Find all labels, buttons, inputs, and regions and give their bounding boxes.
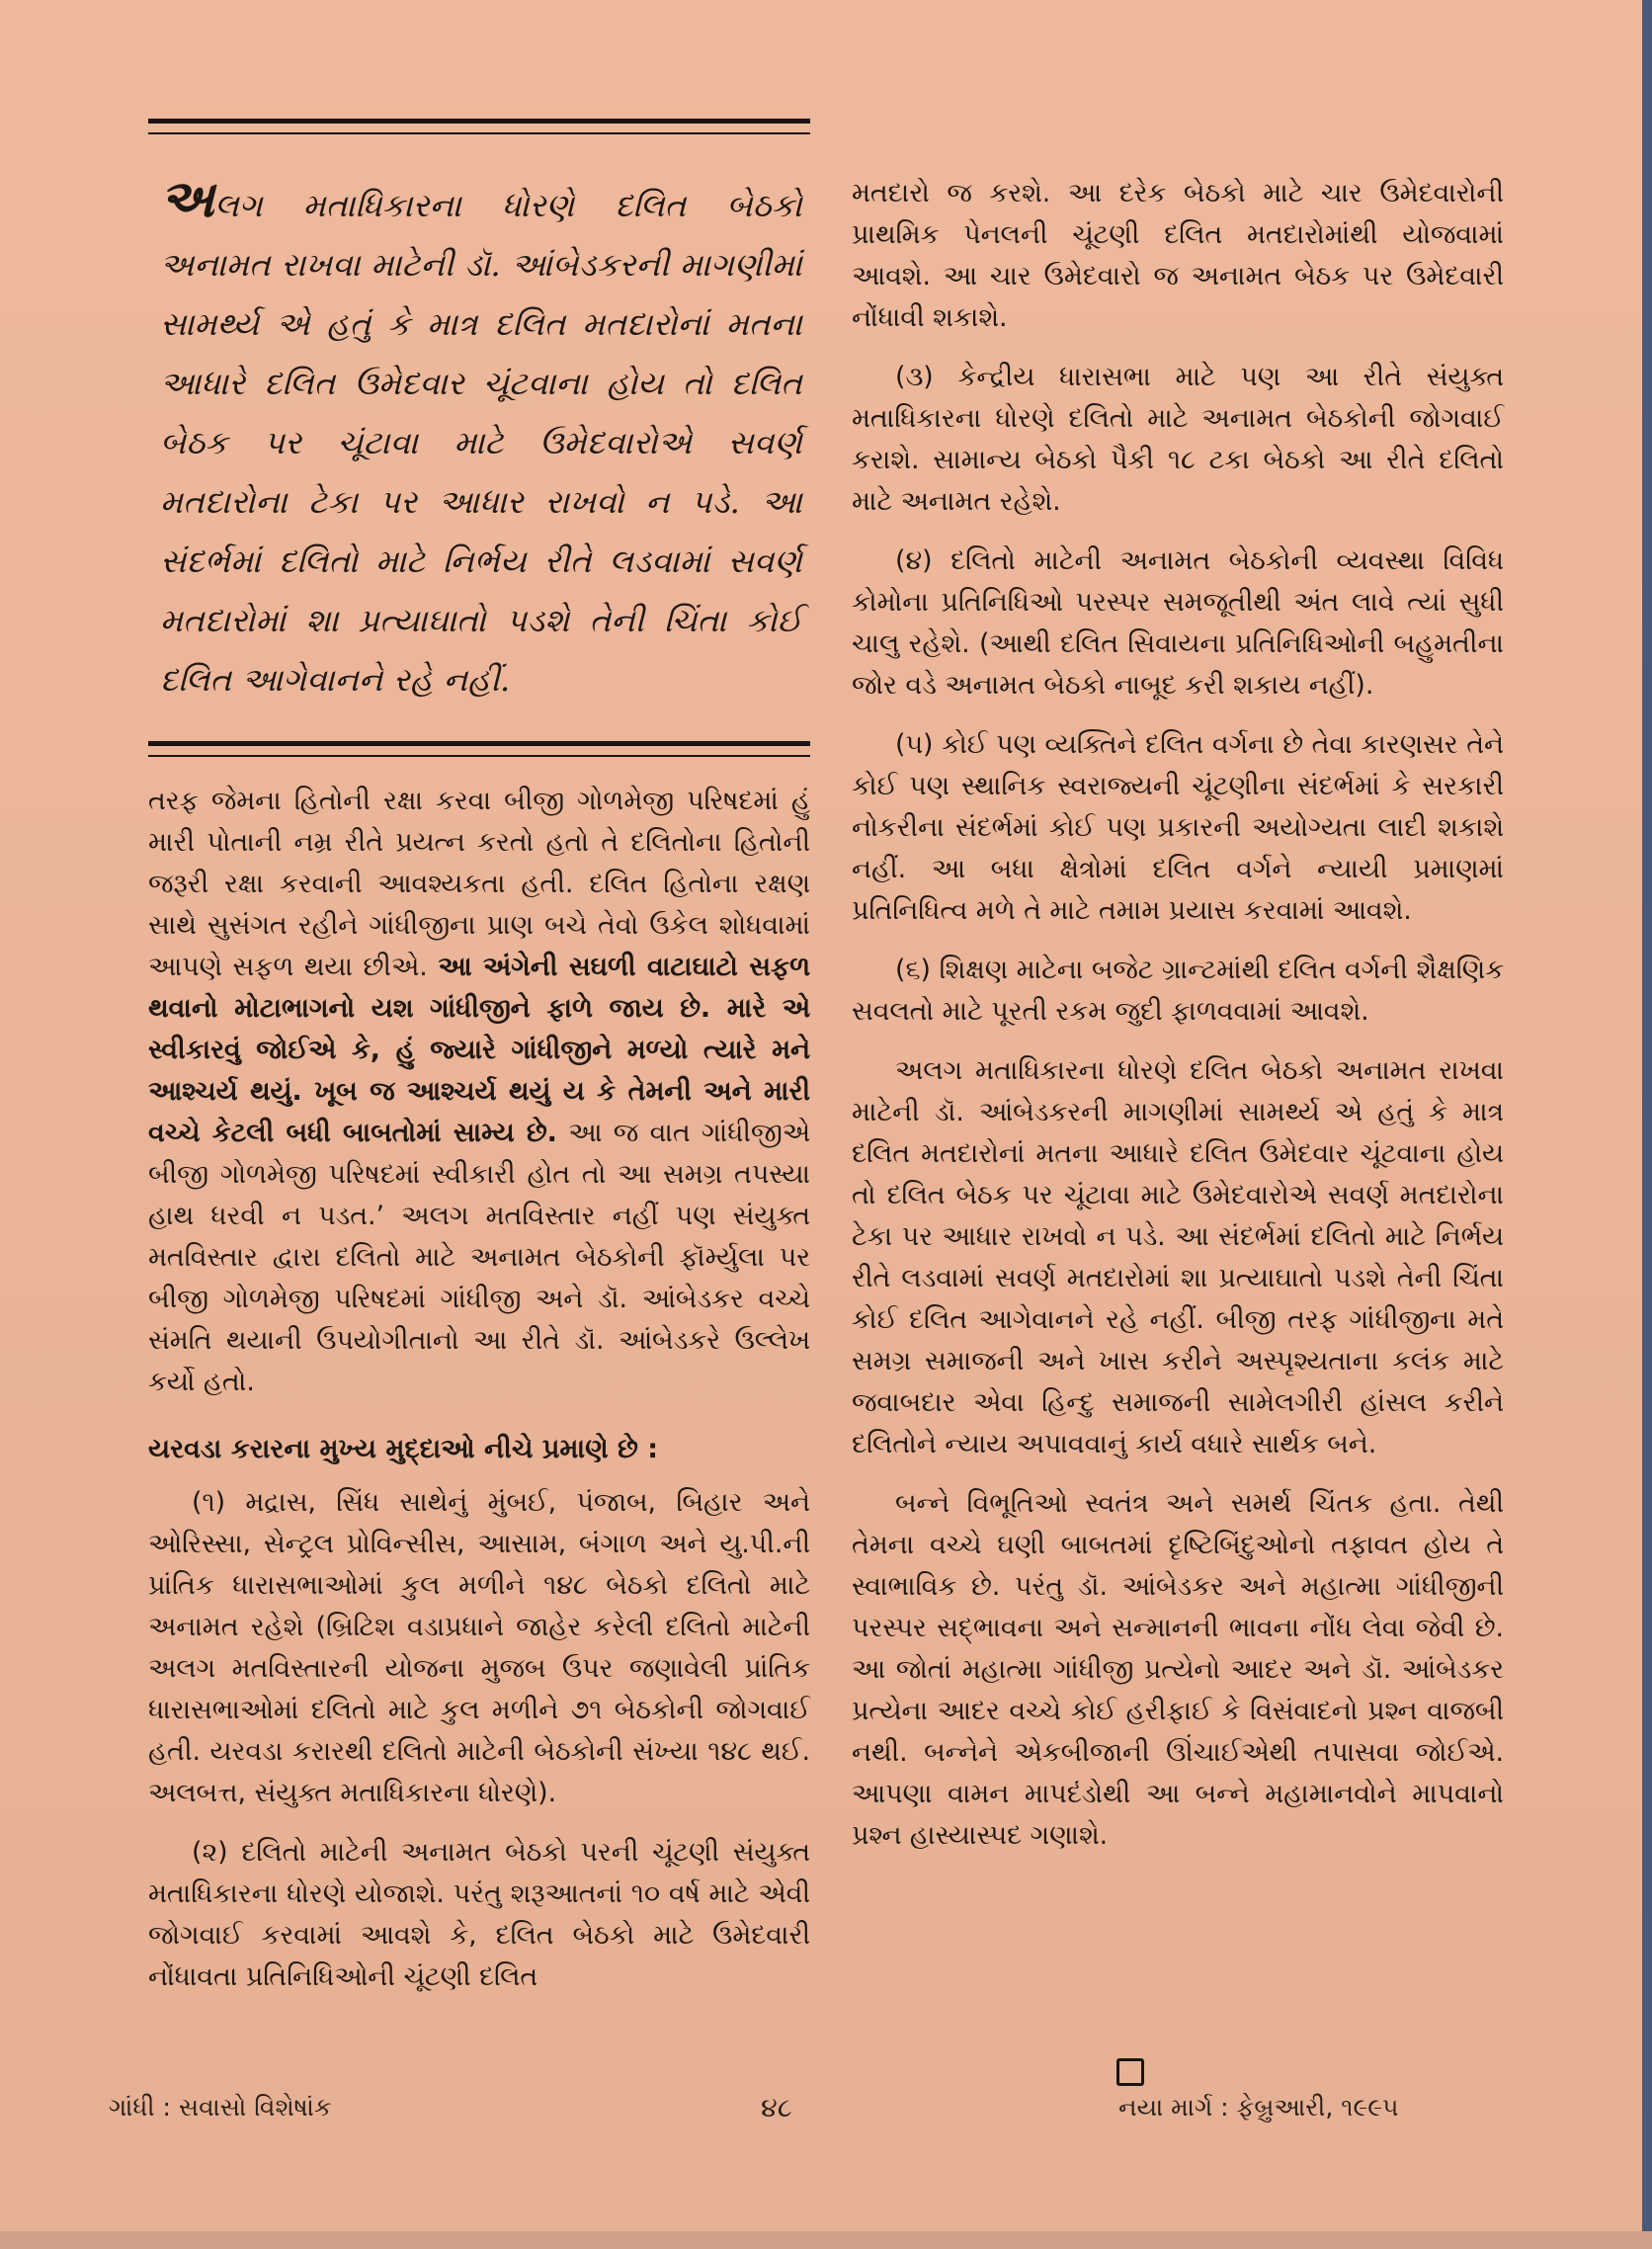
list-point-4: (૪) દલિતો માટેની અનામત બેઠકોની વ્યવસ્થા વિવિધ કોમોના પ્રતિનિધિઓ પરસ્પર સમજૂતીથી અંત લાવે ત્યાં સુધી ચાલુ રહેશે. (આથી દલિત સિવાયના પ્રતિનિધિઓની બહુમતીના જોર વડે અનામત બેઠકો નાબૂદ કરી શકાય નહીં).: [852, 545, 1504, 701]
body-paragraph-conclusion: બન્ને વિભૂતિઓ સ્વતંત્ર અને સમર્થ ચિંતક હતા. તેથી તેમના વચ્ચે ઘણી બાબતમાં દૃષ્ટિબિંદુઓનો તફાવત હોય તે સ્વાભાવિક છે. પરંતુ ડૉ. આંબેડકર અને મહાત્મા ગાંધીજીની પરસ્પર સદ્‌ભાવના અને સન્માનની ભાવના નોંધ લેવા જેવી છે. આ જોતાં મહાત્મા ગાંધીજી પ્રત્યેનો આદર અને ડૉ. આંબેડકર પ્રત્યેના આદર વચ્ચે કોઈ હરીફાઈ કે વિસંવાદનો પ્રશ્ન વાજબી નથી. બન્નેને એકબીજાની ઊંચાઈએથી તપાસવા જોઈએ. આપણા વામન માપદંડોથી આ બન્ને મહામાનવોને માપવાનો પ્રશ્ન હાસ્યાસ્પદ ગણાશે.: [852, 1488, 1504, 1851]
page-edge-right: [1642, 0, 1652, 2249]
pullquote-top-rule: [148, 119, 810, 134]
footer-publication: ગાંધી : સવાસો વિશેષાંક: [109, 2093, 332, 2122]
page-number: ૪૮: [761, 2093, 792, 2124]
right-column: [852, 173, 1504, 1857]
footer-issue-date: નયા માર્ગ : ફેબ્રુઆરી, ૧૯૯૫: [1118, 2093, 1399, 2122]
pullquote-drop-cap: અ: [160, 169, 215, 229]
list-point-1: (૧) મદ્રાસ, સિંધ સાથેનું મુંબઈ, પંજાબ, બિહાર અને ઓરિસ્સા, સેન્ટ્રલ પ્રોવિન્સીસ, આસામ, બંગાળ અને યુ.પી.ની પ્રાંતિક ધારાસભાઓમાં કુલ મળીને ૧૪૮ બેઠકો દલિતો માટે અનામત રહેશે (બ્રિટિશ વડાપ્રધાને જાહેર કરેલી દલિતો માટેની અલગ મતવિસ્તારની યોજના મુજબ ઉપર જણાવેલી પ્રાંતિક ધારાસભાઓમાં દલિતો માટે કુલ મળીને ૭૧ બેઠકોની જોગવાઈ હતી. યરવડા કરારથી દલિતો માટેની બેઠકોની સંખ્યા ૧૪૮ થઈ. અલબત્ત, સંયુક્ત મતાધિકારના ધોરણે).: [148, 1487, 810, 1808]
list-point-6: (૬) શિક્ષણ માટેના બજેટ ગ્રાન્ટમાંથી દલિત વર્ગની શૈક્ષણિક સવલતો માટે પૂરતી રકમ જુદી ફાળવવામાં આવશે.: [852, 955, 1504, 1027]
list-point-2: (૨) દલિતો માટેની અનામત બેઠકો પરની ચૂંટણી સંયુક્ત મતાધિકારના ધોરણે યોજાશે. પરંતુ શરૂઆતનાં ૧૦ વર્ષ માટે એવી જોગવાઈ કરવામાં આવશે કે, દલિત બેઠકો માટે ઉમેદવારી નોંધાવતા પ્રતિનિધિઓની ચૂંટણી દલિત: [148, 1837, 810, 1992]
bold-paragraph-text: આ અંગેની સઘળી વાટાઘાટો સફળ થવાનો મોટાભાગનો યશ ગાંધીજીને ફાળે જાય છે. મારે એ સ્વીકારવું જોઈએ કે, હું જ્યારે ગાંધીજીને મળ્યો ત્યારે મને આશ્ચર્ય થયું. ખૂબ જ આશ્ચર્ય થયું ય કે તેમની અને મારી વચ્ચે કેટલી બધી બાબતોમાં સામ્ય છે.: [148, 952, 811, 1148]
end-mark-icon: [1116, 2058, 1144, 2086]
pullquote: [160, 170, 802, 709]
paragraph-text: તરફ જેમના હિતોની રક્ષા કરવા બીજી ગોળમેજી પરિષદમાં હું મારી પોતાની નમ્ર રીતે પ્રયત્ન કરતો હતો તે દલિતોના હિતોની જરૂરી રક્ષા કરવાની આવશ્યકતા હતી. દલિત હિતોના રક્ષણ સાથે સુસંગત રહીને ગાંધીજીના પ્રાણ બચે તેવો ઉકેલ શોધવામાં આપણે સફળ થયા છીએ.: [148, 786, 810, 982]
paragraph-text: આ જ વાત ગાંધીજીએ બીજી ગોળમેજી પરિષદમાં સ્વીકારી હોત તો આ સમગ્ર તપસ્યા હાથ ધરવી ન પડત.’ અલગ મતવિસ્તાર નહીં પણ સંયુક્ત મતવિસ્તાર દ્વારા દલિતો માટે અનામત બેઠકોની ફૉર્મ્યુલા પર બીજી ગોળમેજી પરિષદમાં ગાંધીજી અને ડૉ. આંબેડકર વચ્ચે સંમતિ થયાની ઉપયોગીતાનો આ રીતે ડૉ. આંબેડકરે ઉલ્લેખ કર્યો હતો.: [148, 1118, 810, 1397]
list-point-3: (૩) કેન્દ્રીય ધારાસભા માટે પણ આ રીતે સંયુક્ત મતાધિકારના ધોરણે દલિતો માટે અનામત બેઠકોની જોગવાઈ કરાશે. સામાન્ય બેઠકો પૈકી ૧૮ ટકા બેઠકો આ રીતે દલિતો માટે અનામત રહેશે.: [852, 362, 1504, 517]
body-paragraph-separate-electorate: અલગ મતાધિકારના ધોરણે દલિત બેઠકો અનામત રાખવા માટેની ડૉ. આંબેડકરની માગણીમાં સામર્થ્ય એ હતું કે માત્ર દલિત મતદારોનાં મતના આધારે દલિત ઉમેદવાર ચૂંટવાના હોય તો દલિત બેઠક પર ચૂંટાવા માટે ઉમેદવારોએ સવર્ણ મતદારોના ટેકા પર આધાર રાખવો ન પડે. આ સંદર્ભમાં દલિતો માટે નિર્ભય રીતે લડવામાં સવર્ણ મતદારોમાં શા પ્રત્યાઘાતો પડશે તેની ચિંતા કોઈ દલિત આગેવાનને રહે નહીં. બીજી તરફ ગાંધીજીના મતે સમગ્ર સમાજની અને ખાસ કરીને અસ્પૃશ્યતાના કલંક માટે જવાબદાર એવા હિન્દુ સમાજની સામેલગીરી હાંસલ કરીને દલિતોને ન્યાય અપાવવાનું કાર્ય વધારે સાર્થક બને.: [852, 1055, 1504, 1459]
section-heading: યરવડા કરારના મુખ્ય મુદ્દાઓ નીચે પ્રમાણે છે :: [148, 1434, 659, 1464]
left-column: [148, 119, 810, 1998]
pullquote-text: લગ મતાધિકારના ધોરણે દલિત બેઠકો અનામત રાખવા માટેની ડૉ. આંબેડકરની માગણીમાં સામર્થ્ય એ હતું કે માત્ર દલિત મતદારોનાં મતના આધારે દલિત ઉમેદવાર ચૂંટવાના હોય તો દલિત બેઠક પર ચૂંટાવા માટે ઉમેદવારોએ સવર્ણ મતદારોના ટેકા પર આધાર રાખવો ન પડે. આ સંદર્ભમાં દલિતો માટે નિર્ભય રીતે લડવામાં સવર્ણ મતદારોમાં શા પ્રત્યાઘાતો પડશે તેની ચિંતા કોઈ દલિત આગેવાનને રહે નહીં.: [160, 187, 802, 699]
list-point-5: (૫) કોઈ પણ વ્યક્તિને દલિત વર્ગના છે તેવા કારણસર તેને કોઈ પણ સ્થાનિક સ્વરાજ્યની ચૂંટણીના સંદર્ભમાં કે સરકારી નોકરીના સંદર્ભમાં કોઈ પણ પ્રકારની અયોગ્યતા લાદી શકાશે નહીં. આ બધા ક્ષેત્રોમાં દલિત વર્ગને ન્યાયી પ્રમાણમાં પ્રતિનિધિત્વ મળે તે માટે તમામ પ્રયાસ કરવામાં આવશે.: [852, 729, 1504, 926]
body-paragraph: [148, 781, 810, 1403]
continued-paragraph: મતદારો જ કરશે. આ દરેક બેઠકો માટે ચાર ઉમેદવારોની પ્રાથમિક પેનલની ચૂંટણી દલિત મતદારોમાંથી યોજવામાં આવશે. આ ચાર ઉમેદવારો જ અનામત બેઠક પર ઉમેદવારી નોંધાવી શકાશે.: [852, 178, 1504, 333]
page-edge-bottom: [0, 2231, 1652, 2249]
pullquote-bottom-rule: [148, 741, 810, 757]
